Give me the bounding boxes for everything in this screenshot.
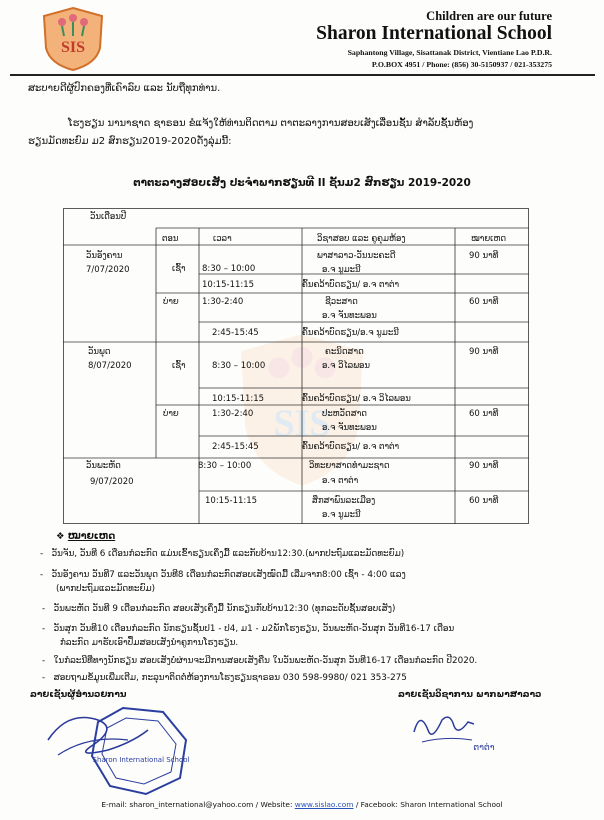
note-item-4: - ວັນສຸກ ວັນທີ10 ເດືອນກໍລະກົດ ນັກຮຽນຊັ້ນປ1 - ປ4, ມ1 - ມ2ພັກໂຮງຮຽນ, ວັນພະຫັດ-ວັນສຸກ ວັນທີ16-17 ເດືອນ (42, 624, 455, 634)
letter-intro-line-1: ໂຮງຮຽນ ນານາຊາດ ຊາຣອນ ຂໍແຈ້ງໃຫ້ທ່ານຕິດຕາມ ຕາຕະລາງການສອບເສັງເລື່ອນຊັ້ນ ສໍາລັບຊັ້ນຫ້ອງ (68, 118, 474, 129)
note-item-3: - ວັນພະຫັດ ວັນທີ 9 ເດືອນກໍລະກົດ ສອບເສັງເຄິ່ງມື້ ນັກຮຽນກັບບ້ານ12:30 (ທຸກລະດັບຊັ້ນສອບເສັງ) (42, 604, 396, 614)
header-session: ຕອນ (162, 234, 179, 244)
notes-heading: ❖ ໝາຍເຫດ (56, 531, 116, 542)
row9-duration: 90 ນາທີ (469, 461, 499, 471)
footer-email[interactable]: E-mail: sharon_international@yahoo.com (101, 800, 254, 809)
svg-text:ຕາຕ່າ: ຕາຕ່າ (473, 743, 495, 753)
row7-teacher: ອ.ຈ ຈັນທະພອນ (322, 423, 377, 433)
row7-session: ບ່າຍ (163, 409, 179, 419)
row3-duration: 60 ນາທີ (469, 297, 499, 307)
row1-teacher: ອ.ຈ ນູມະນີ (322, 265, 361, 275)
note-item-4-cont: ກໍລະກົດ ມາຮັບເອົາປຶ້ມສອບເສັງນຳຄູການໂຮງຮຽນ. (60, 638, 239, 648)
note-item-1: - ວັນຈັນ, ວັນທີ 6 ເດືອນກໍລະກົດ ແມ່ນເຂົ້າຮຽນເຄິ່ງມື້ ແລະກັບບ້ານ12:30.(ພາກປະຖົມແລະມັດທະຍົມ) (40, 549, 405, 559)
school-name: Sharon International School (316, 23, 552, 44)
schedule-title: ຕາຕະລາງສອບເສັງ ປະຈໍາພາກຮຽນທີ II ຊັ້ນມ2 ສົກຮຽນ 2019-2020 (133, 177, 471, 189)
row9-date: ວັນພະຫັດ (86, 461, 121, 471)
row5-subject: ຄະນິດສາດ (325, 347, 364, 357)
row3-teacher: ອ.ຈ ຈັນທະພອນ (322, 311, 377, 321)
row10-time: 10:15-11:15 (205, 496, 258, 506)
row9-subject: ວິທະຍາສາດທໍາມະຊາດ (309, 461, 390, 471)
row9-date-value: 9/07/2020 (90, 477, 134, 487)
row3-session: ບ່າຍ (163, 297, 179, 307)
director-signature-stamp (38, 700, 208, 798)
header-divider (10, 74, 595, 76)
row7-subject: ປະຫວັດສາດ (322, 409, 367, 419)
row8-time: 2:45-15:45 (212, 442, 259, 452)
row1-date-value: 7/07/2020 (86, 265, 130, 275)
row1-duration: 90 ນາທີ (469, 251, 499, 261)
letter-greeting: ສະບາຍດີຜູ້ປົກຄອງທີ່ເຄົາລົບ ແລະ ນັບຖືທຸກທ່ານ. (28, 83, 221, 94)
row5-date: ວັນພຸດ (88, 347, 111, 357)
header-note: ໝາຍເຫດ (471, 234, 507, 244)
row5-duration: 90 ນາທີ (469, 347, 499, 357)
footer-facebook: / Facebook: Sharon International School (353, 800, 503, 809)
row4-subject: ຄົ້ນຄວ້າບົດຮຽນ/ອ.ຈ ນູມະນີ (302, 328, 399, 338)
tagline: Children are our future (426, 9, 552, 23)
row10-subject: ສຶກສາພົນລະເມືອງ (312, 496, 376, 506)
row1-subject: ພາສາລາວ-ວັນນະຄະດີ (317, 251, 396, 261)
row5-session: ເຊົ້າ (172, 361, 186, 371)
row9-teacher: ອ.ຈ ຕາຕ່າ (322, 476, 359, 486)
address-line-1: Saphantong Village, Sisattanak District, Vientiane Lao P.D.R. (347, 48, 552, 57)
row3-subject: ຊີວະສາດ (325, 297, 358, 307)
logo-text: SIS (60, 39, 86, 56)
row6-subject: ຄົ້ນຄວ້າບົດຮຽນ/ ອ.ຈ ວິໄລພອນ (302, 394, 411, 404)
svg-text:SIS: SIS (273, 402, 331, 445)
row10-duration: 60 ນາທີ (469, 496, 499, 506)
row7-duration: 60 ນາທີ (469, 409, 499, 419)
header-date: ວັນເດືອນປີ (90, 212, 127, 222)
row10-teacher: ອ.ຈ ນູມະນີ (322, 510, 361, 520)
signature-right-title: ລາຍເຊັນວິຊາການ ພາກພາສາລາວ (398, 690, 542, 700)
address-line-2: P.O.BOX 4951 / Phone: (856) 30-5150937 / 021-353275 (371, 60, 552, 69)
header-time: ເວລາ (213, 234, 232, 244)
row3-time: 1:30-2:40 (202, 297, 244, 307)
footer-website-label: / Website: (253, 800, 295, 809)
row1-time: 8:30 – 10:00 (202, 264, 256, 274)
row9-time: 8:30 – 10:00 (198, 461, 252, 471)
signature-left-title: ລາຍເຊັນຜູ້ອໍານວຍການ (30, 690, 127, 700)
row5-teacher: ອ.ຈ ວິໄລພອນ (322, 361, 371, 371)
row5-time: 8:30 – 10:00 (212, 361, 266, 371)
row2-time: 10:15-11:15 (202, 280, 255, 290)
academic-signature (402, 702, 502, 758)
row1-date: ວັນອັງຄານ (86, 251, 123, 261)
row1-session: ເຊົ້າ (172, 264, 186, 274)
row8-subject: ຄົ້ນຄວ້າບົດຮຽນ/ ອ.ຈ ຕາຕ່າ (302, 442, 400, 452)
row7-time: 1:30-2:40 (212, 409, 254, 419)
footer-website-link[interactable]: www.sislao.com (294, 800, 354, 809)
svg-text:Sharon International School: Sharon International School (92, 756, 190, 764)
row6-time: 10:15-11:15 (212, 394, 265, 404)
school-logo (40, 6, 106, 72)
letter-intro-line-2: ຮຽນມັດທະຍົມ ມ2 ສົກຮຽນ2019-2020ດັ່ງລຸ່ມນີ້: (28, 136, 232, 147)
row4-time: 2:45-15:45 (212, 328, 259, 338)
note-item-2-cont: (ພາກປະຖົມແລະມັດທະຍົມ) (56, 584, 156, 594)
row2-subject: ຄົ້ນຄວ້າບົດຮຽນ/ ອ.ຈ ຕາຕ່າ (302, 280, 400, 290)
header-subject: ວິຊາສອບ ແລະ ຄູຄຸມຫ້ອງ (317, 234, 406, 244)
note-item-6: - ສອບຖາມຂໍ້ມູນເພີ່ມເຕີມ, ກະລຸນາຕິດຕໍ່ຫ້ອງການໂຮງຮຽນຊາຣອນ 030 598-9980/ 021 353-275 (42, 673, 407, 683)
footer-contact (0, 800, 604, 809)
note-item-5: - ໃນກໍລະນີທີ່ທາງນັກຮຽນ ສອບເສັງບໍ່ຜ່ານຈະມີການສອບເສັງຄືນ ໃນວັນພະຫັດ-ວັນສຸກ ວັນທີ16-17 ເດືອນກໍລະກົດ ປີ2020. (42, 656, 478, 666)
note-item-2: - ວັນອັງຄານ ວັນທີ7 ແລະວັນພຸດ ວັນທີ8 ເດືອນກໍລະກົດສອບເສັງໝົດມື້ ເລີ່ມຈາກ8:00 ເຊົ້າ - 4:00 ແລງ (40, 570, 406, 580)
row5-date-value: 8/07/2020 (88, 361, 132, 371)
